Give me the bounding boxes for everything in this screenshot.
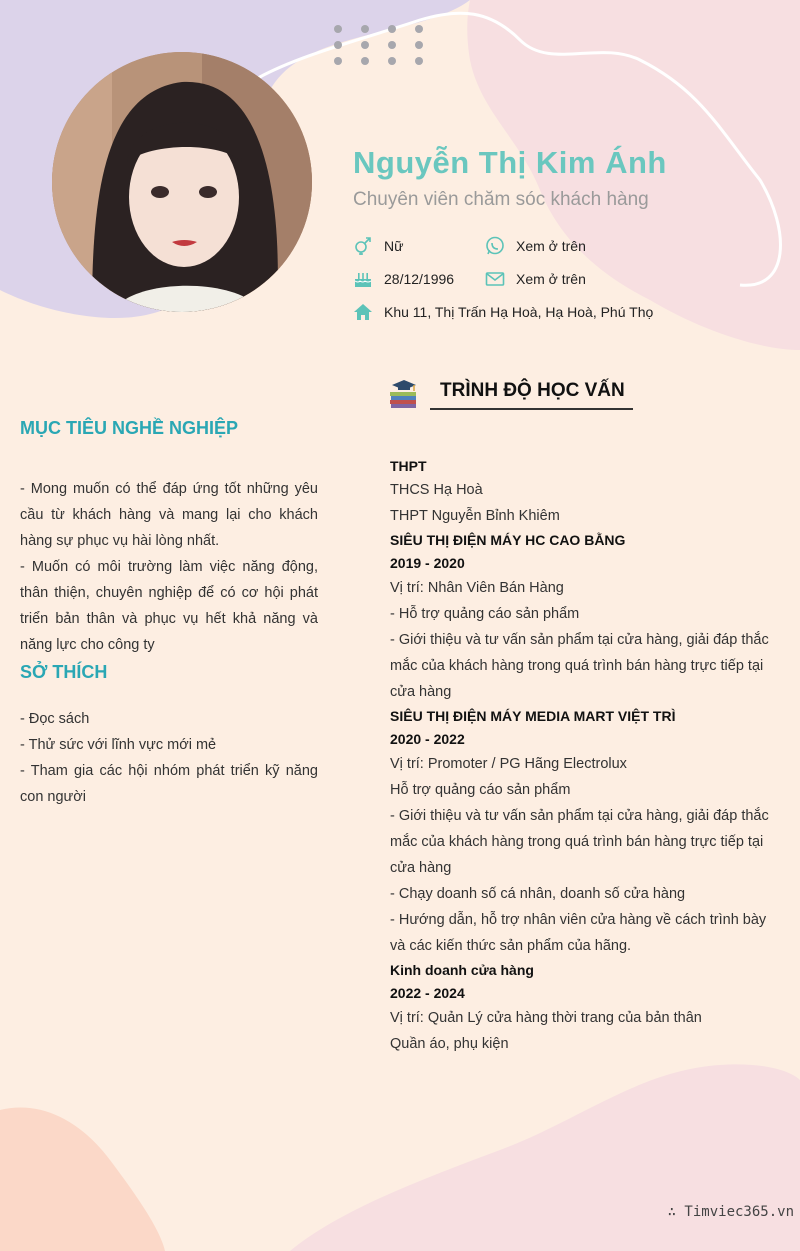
cake-icon <box>353 269 373 289</box>
whatsapp-icon <box>485 236 505 256</box>
entry-line: Vị trí: Nhân Viên Bán Hàng <box>390 580 564 596</box>
work-entry <box>390 959 775 1057</box>
avatar-photo <box>52 52 312 312</box>
education-entry <box>390 455 775 529</box>
envelope-icon <box>485 269 505 289</box>
education-header <box>388 378 633 410</box>
birthday-row <box>353 269 454 289</box>
phone-value: Xem ở trên <box>516 238 586 254</box>
peach-blob-bottom <box>0 1107 165 1251</box>
job-title: Chuyên viên chăm sóc khách hàng <box>353 189 649 210</box>
entry-heading: THPT <box>390 458 427 474</box>
entry-line: Vị trí: Promoter / PG Hãng Electrolux <box>390 756 627 772</box>
career-objective-text <box>20 476 318 658</box>
entry-line: Quần áo, phụ kiện <box>390 1036 509 1052</box>
entry-years: 2020 - 2022 <box>390 731 465 747</box>
career-paragraph: - Muốn có môi trường làm việc năng động, thân thiện, chuyên nghiệp để có cơ hội phát triển bản thân và phục vụ hết khả năng và năng lực cho công ty <box>20 559 318 653</box>
career-objective-title: MỤC TIÊU NGHỀ NGHIỆP <box>20 418 239 438</box>
career-paragraph: - Mong muốn có thể đáp ứng tốt những yêu cầu từ khách hàng và mang lại cho khách hàng sự phục vụ hài lòng nhất. <box>20 481 318 549</box>
entry-line: - Hỗ trợ quảng cáo sản phẩm <box>390 606 580 622</box>
education-list <box>390 455 775 1057</box>
email-value: Xem ở trên <box>516 271 586 287</box>
address-value: Khu 11, Thị Trấn Hạ Hoà, Hạ Hoà, Phú Thọ <box>384 304 654 320</box>
gender-icon <box>353 236 373 256</box>
entry-line: - Giới thiệu và tư vấn sản phẩm tại cửa hàng, giải đáp thắc mắc của khách hàng trong quá trình bán hàng trực tiếp tại cửa hàng <box>390 808 769 876</box>
education-title: TRÌNH ĐỘ HỌC VẤN <box>430 380 633 410</box>
entry-years: 2019 - 2020 <box>390 555 465 571</box>
hobby-item: - Tham gia các hội nhóm phát triển kỹ năng con người <box>20 763 318 805</box>
gender-value: Nữ <box>384 238 404 254</box>
entry-line: - Hướng dẫn, hỗ trợ nhân viên cửa hàng về cách trình bày và các kiến thức sản phẩm của hãng. <box>390 912 767 954</box>
entry-years: 2022 - 2024 <box>390 985 465 1001</box>
candidate-name: Nguyễn Thị Kim Ánh <box>353 145 667 180</box>
watermark[interactable]: ∴ Timviec365.vn <box>667 1204 794 1220</box>
entry-heading: SIÊU THỊ ĐIỆN MÁY HC CAO BẰNG <box>390 532 626 548</box>
hobby-item: - Đọc sách <box>20 711 90 727</box>
entry-line: THCS Hạ Hoà <box>390 482 483 498</box>
entry-line: - Giới thiệu và tư vấn sản phẩm tại cửa hàng, giải đáp thắc mắc của khách hàng trong quá trình bán hàng trực tiếp tại cửa hàng <box>390 632 769 700</box>
entry-line: Hỗ trợ quảng cáo sản phẩm <box>390 782 571 798</box>
home-icon <box>353 302 373 322</box>
gender-row <box>353 236 403 256</box>
entry-heading: SIÊU THỊ ĐIỆN MÁY MEDIA MART VIỆT TRÌ <box>390 708 676 724</box>
phone-row <box>485 236 586 256</box>
work-entry <box>390 529 775 705</box>
entry-heading: Kinh doanh cửa hàng <box>390 962 534 978</box>
hobby-item: - Thử sức với lĩnh vực mới mẻ <box>20 737 217 753</box>
entry-line: - Chạy doanh số cá nhân, doanh số cửa hàng <box>390 886 686 902</box>
pink-blob-bottom <box>290 1064 800 1251</box>
entry-line: THPT Nguyễn Bỉnh Khiêm <box>390 508 560 524</box>
address-row <box>353 302 653 322</box>
email-row <box>485 269 586 289</box>
hobbies-list <box>20 706 318 810</box>
entry-line: Vị trí: Quản Lý cửa hàng thời trang của bản thân <box>390 1010 702 1026</box>
birthday-value: 28/12/1996 <box>384 271 455 287</box>
work-entry <box>390 705 775 959</box>
hobbies-title: SỞ THÍCH <box>20 662 108 682</box>
books-graduation-icon <box>388 378 420 410</box>
